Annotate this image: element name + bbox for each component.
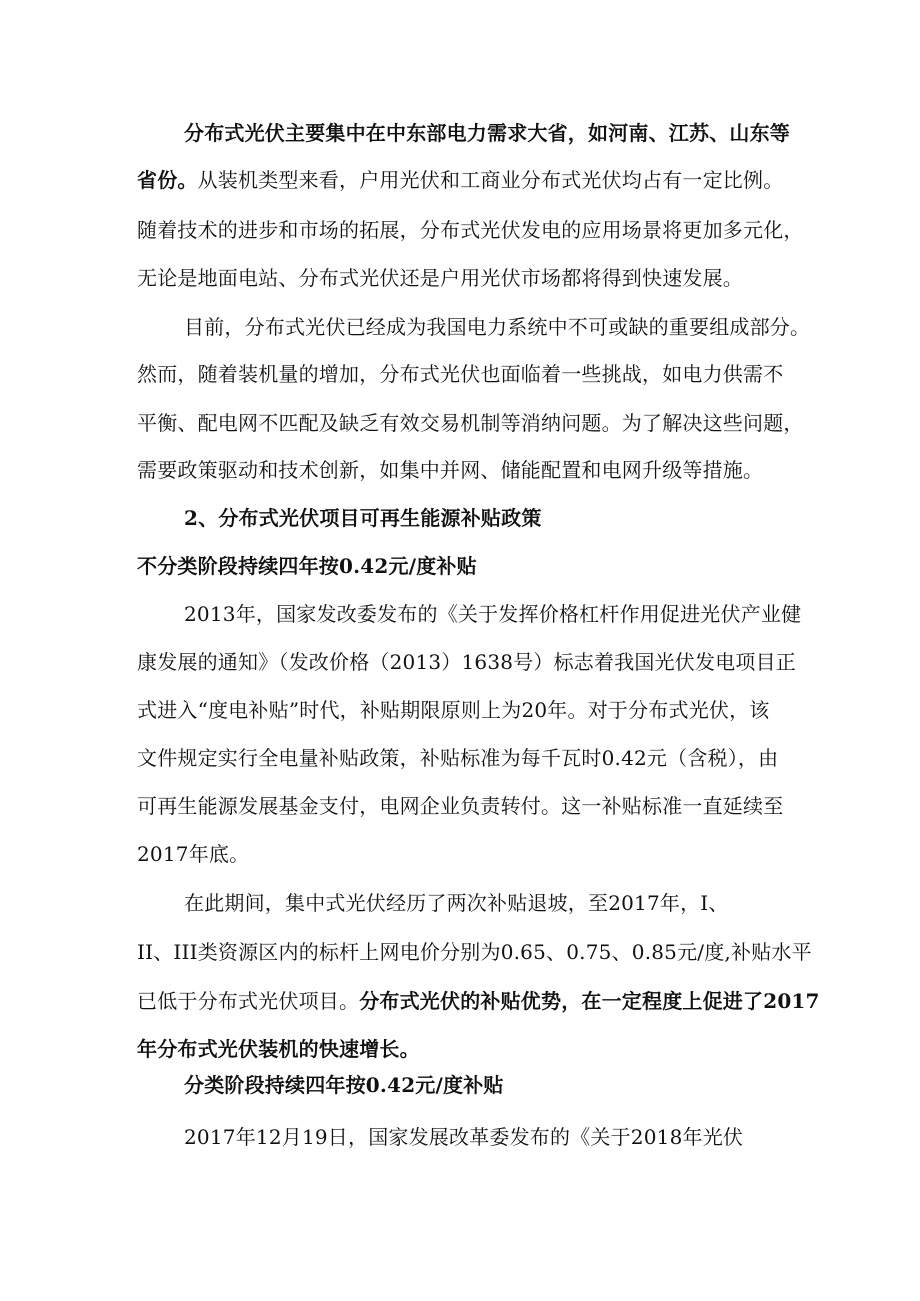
paragraph-3-line-5: 可再生能源发展基金支付，电网企业负责转付。这一补贴标准一直延续至	[137, 794, 784, 818]
paragraph-4-line-4: 年分布式光伏装机的快速增长。	[137, 1037, 420, 1061]
paragraph-3-line-1: 2013年，国家发改委发布的《关于发挥价格杠杆作用促进光伏产业健	[184, 602, 802, 626]
paragraph-1-line-2	[137, 168, 783, 192]
paragraph-2-line-2: 然而，随着装机量的增加，分布式光伏也面临着一些挑战，如电力供需不	[137, 362, 784, 386]
paragraph-4-line-1: 在此期间，集中式光伏经历了两次补贴退坡，至2017年，I、	[184, 891, 729, 915]
paragraph-4-normal-phrase: 已低于分布式光伏项目。	[137, 989, 360, 1013]
paragraph-1-line-1: 分布式光伏主要集中在中东部电力需求大省，如河南、江苏、山东等	[184, 121, 790, 145]
paragraph-4-line-3	[137, 989, 820, 1013]
paragraph-1-line-3: 随着技术的进步和市场的拓展，分布式光伏发电的应用场景将更加多元化，	[137, 218, 804, 242]
paragraph-4-line-2: II、III类资源区内的标杆上网电价分别为0.65、0.75、0.85元/度,补贴水平	[137, 940, 812, 964]
paragraph-2-line-3: 平衡、配电网不匹配及缺乏有效交易机制等消纳问题。为了解决这些问题，	[137, 411, 804, 435]
paragraph-3-line-2: 康发展的通知》（发改价格（2013）1638号）标志着我国光伏发电项目正	[137, 650, 796, 674]
section-heading: 2、分布式光伏项目可再生能源补贴政策	[184, 506, 542, 530]
paragraph-2-line-4: 需要政策驱动和技术创新，如集中并网、储能配置和电网升级等措施。	[137, 458, 764, 482]
subheading-1: 不分类阶段持续四年按0.42元/度补贴	[137, 554, 477, 578]
paragraph-3-line-6: 2017年底。	[137, 842, 250, 866]
paragraph-1-line-4: 无论是地面电站、分布式光伏还是户用光伏市场都将得到快速发展。	[137, 266, 743, 290]
paragraph-3-line-4: 文件规定实行全电量补贴政策，补贴标准为每千瓦时0.42元（含税），由	[137, 746, 779, 770]
paragraph-3-line-3: 式进入“度电补贴”时代，补贴期限原则上为20年。对于分布式光伏，该	[137, 698, 770, 722]
paragraph-2-line-1: 目前，分布式光伏已经成为我国电力系统中不可或缺的重要组成部分。	[184, 315, 811, 339]
paragraph-5-line-1: 2017年12月19日，国家发展改革委发布的《关于2018年光伏	[184, 1125, 744, 1149]
paragraph-4-bold-phrase: 分布式光伏的补贴优势，在一定程度上促进了2017	[359, 989, 820, 1013]
subheading-2: 分类阶段持续四年按0.42元/度补贴	[184, 1073, 504, 1097]
paragraph-1-rest: 从装机类型来看，户用光伏和工商业分布式光伏均占有一定比例。	[197, 168, 784, 192]
paragraph-1-bold-phrase: 省份。	[137, 168, 198, 192]
